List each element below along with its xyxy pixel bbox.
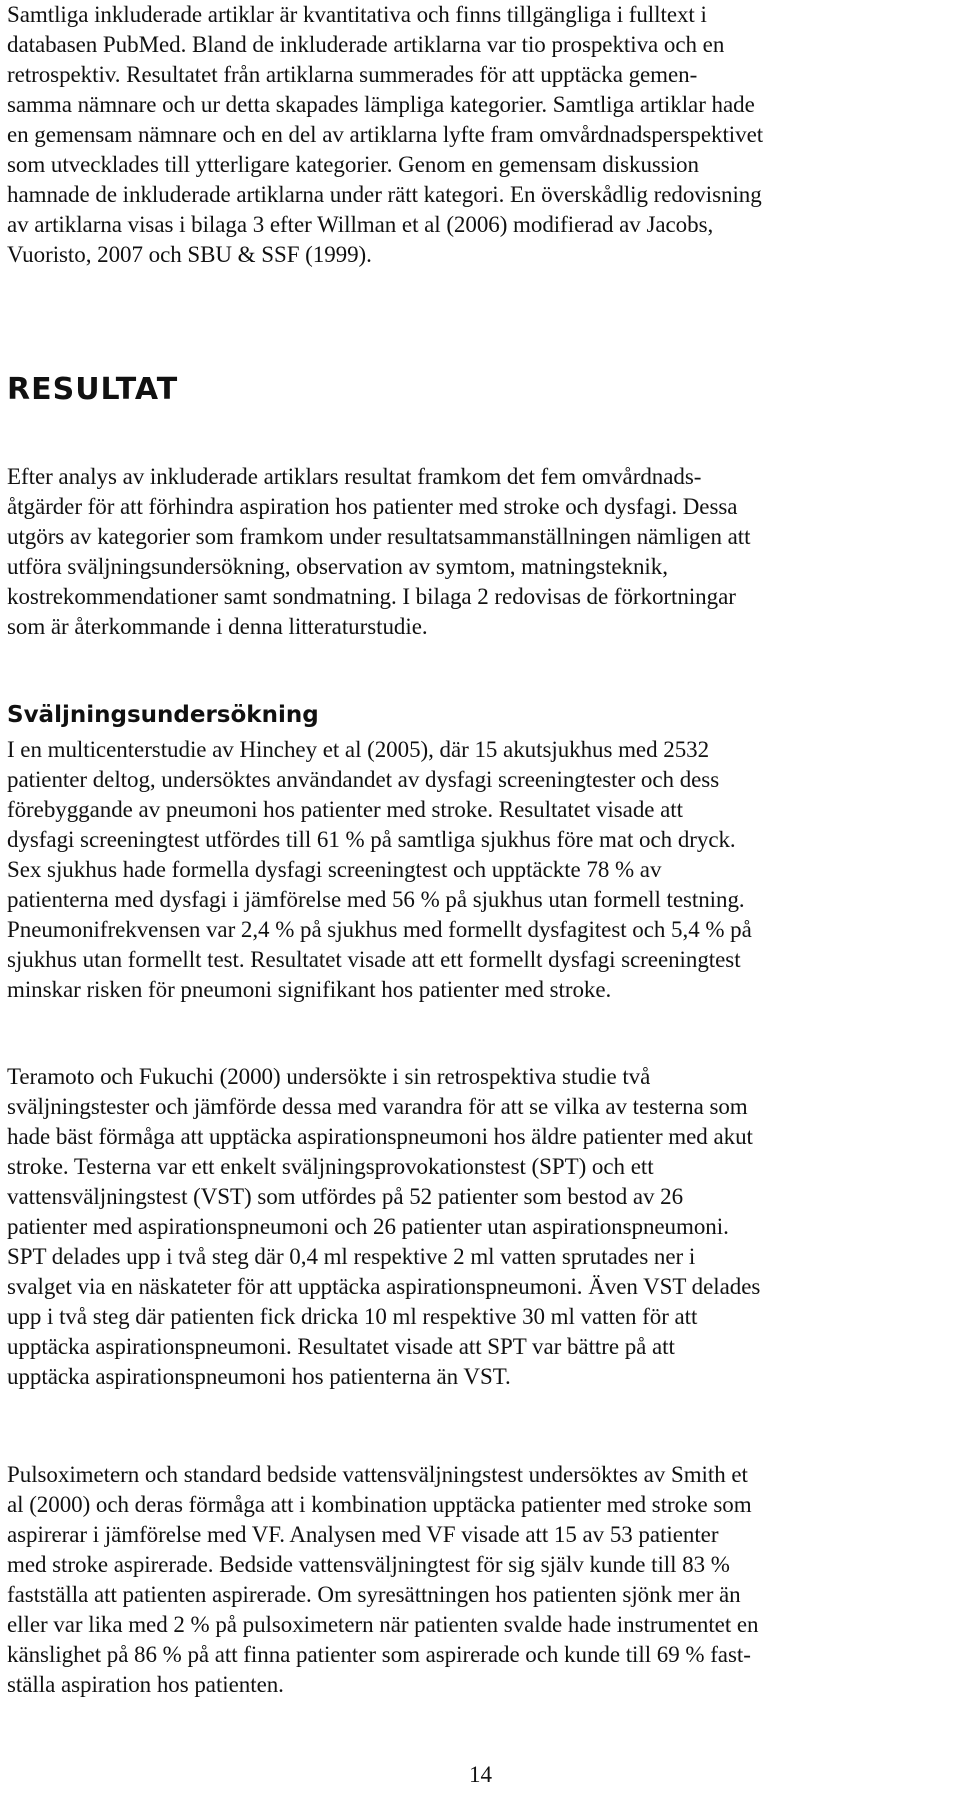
text-line: retrospektiv. Resultatet från artiklarna summerades för att upptäcka gemen- bbox=[7, 62, 698, 87]
text-line: patienterna med dysfagi i jämförelse med 56 % på sjukhus utan formell testning. bbox=[7, 887, 745, 912]
text-line: al (2000) och deras förmåga att i kombination upptäcka patienter med stroke som bbox=[7, 1492, 752, 1517]
text-line: patienter med aspirationspneumoni och 26 patienter utan aspirationspneumoni. bbox=[7, 1214, 729, 1239]
text-line: kostrekommendationer samt sondmatning. I bilaga 2 redovisas de förkortningar bbox=[7, 584, 736, 609]
text-line: samma nämnare och ur detta skapades lämpliga kategorier. Samtliga artiklar hade bbox=[7, 92, 755, 117]
paragraph-hinchey bbox=[7, 735, 752, 1005]
text-line: Vuoristo, 2007 och SBU & SSF (1999). bbox=[7, 242, 372, 267]
text-line: en gemensam nämnare och en del av artiklarna lyfte fram omvårdnadsperspektivet bbox=[7, 122, 764, 147]
text-line: ställa aspiration hos patienten. bbox=[7, 1672, 284, 1697]
subsection-heading-svaljningsundersokning: Sväljningsundersökning bbox=[7, 702, 319, 728]
text-line: utgörs av kategorier som framkom under resultatsammanställningen nämligen att bbox=[7, 524, 751, 549]
text-line: som utvecklades till ytterligare kategorier. Genom en gemensam diskussion bbox=[7, 152, 699, 177]
resultat-paragraph bbox=[7, 462, 750, 642]
text-line: SPT delades upp i två steg där 0,4 ml respektive 2 ml vatten sprutades ner i bbox=[7, 1244, 696, 1269]
text-line: I en multicenterstudie av Hinchey et al (2005), där 15 akutsjukhus med 2532 bbox=[7, 737, 710, 762]
paragraph-teramoto bbox=[7, 1062, 760, 1392]
section-heading-resultat: RESULTAT bbox=[7, 372, 179, 407]
text-line: upp i två steg där patienten fick dricka 10 ml respektive 30 ml vatten för att bbox=[7, 1304, 698, 1329]
text-line: minskar risken för pneumoni signifikant hos patienter med stroke. bbox=[7, 977, 612, 1002]
text-line: Sex sjukhus hade formella dysfagi screeningtest och upptäckte 78 % av bbox=[7, 857, 662, 882]
text-line: patienter deltog, undersöktes användandet av dysfagi screeningtester och dess bbox=[7, 767, 720, 792]
text-line: som är återkommande i denna litteraturstudie. bbox=[7, 614, 428, 639]
text-line: hamnade de inkluderade artiklarna under rätt kategori. En överskådlig redovisning bbox=[7, 182, 762, 207]
text-line: Pulsoximetern och standard bedside vattensväljningstest undersöktes av Smith et bbox=[7, 1462, 748, 1487]
text-line: känslighet på 86 % på att finna patienter som aspirerade och kunde till 69 % fast- bbox=[7, 1642, 751, 1667]
text-line: Teramoto och Fukuchi (2000) undersökte i sin retrospektiva studie två bbox=[7, 1064, 651, 1089]
text-line: sjukhus utan formellt test. Resultatet visade att ett formellt dysfagi screeningtest bbox=[7, 947, 741, 972]
text-line: stroke. Testerna var ett enkelt sväljningsprovokationstest (SPT) och ett bbox=[7, 1154, 654, 1179]
text-line: upptäcka aspirationspneumoni. Resultatet visade att SPT var bättre på att bbox=[7, 1334, 675, 1359]
text-line: Efter analys av inkluderade artiklars resultat framkom det fem omvårdnads- bbox=[7, 464, 702, 489]
text-line: Pneumonifrekvensen var 2,4 % på sjukhus med formellt dysfagitest och 5,4 % på bbox=[7, 917, 752, 942]
paragraph-smith bbox=[7, 1460, 759, 1700]
text-line: dysfagi screeningtest utfördes till 61 % på samtliga sjukhus före mat och dryck. bbox=[7, 827, 736, 852]
text-line: svalget via en näskateter för att upptäcka aspirationspneumoni. Även VST delades bbox=[7, 1274, 761, 1299]
intro-paragraph bbox=[7, 0, 763, 270]
page-number: 14 bbox=[469, 1762, 492, 1787]
text-line: av artiklarna visas i bilaga 3 efter Willman et al (2006) modifierad av Jacobs, bbox=[7, 212, 714, 237]
text-line: Samtliga inkluderade artiklar är kvantitativa och finns tillgängliga i fulltext i bbox=[7, 2, 707, 27]
text-line: sväljningstester och jämförde dessa med varandra för att se vilka av testerna som bbox=[7, 1094, 748, 1119]
text-line: vattensväljningstest (VST) som utfördes på 52 patienter som bestod av 26 bbox=[7, 1184, 684, 1209]
text-line: upptäcka aspirationspneumoni hos patienterna än VST. bbox=[7, 1364, 511, 1389]
text-line: åtgärder för att förhindra aspiration hos patienter med stroke och dysfagi. Dessa bbox=[7, 494, 738, 519]
text-line: fastställa att patienten aspirerade. Om syresättningen hos patienten sjönk mer än bbox=[7, 1582, 741, 1607]
text-line: utföra sväljningsundersökning, observation av symtom, matningsteknik, bbox=[7, 554, 668, 579]
text-line: hade bäst förmåga att upptäcka aspirationspneumoni hos äldre patienter med akut bbox=[7, 1124, 753, 1149]
text-line: med stroke aspirerade. Bedside vattensväljningtest för sig själv kunde till 83 % bbox=[7, 1552, 730, 1577]
text-line: aspirerar i jämförelse med VF. Analysen med VF visade att 15 av 53 patienter bbox=[7, 1522, 719, 1547]
text-line: eller var lika med 2 % på pulsoximetern när patienten svalde hade instrumentet en bbox=[7, 1612, 759, 1637]
text-line: databasen PubMed. Bland de inkluderade artiklarna var tio prospektiva och en bbox=[7, 32, 725, 57]
text-line: förebyggande av pneumoni hos patienter med stroke. Resultatet visade att bbox=[7, 797, 683, 822]
